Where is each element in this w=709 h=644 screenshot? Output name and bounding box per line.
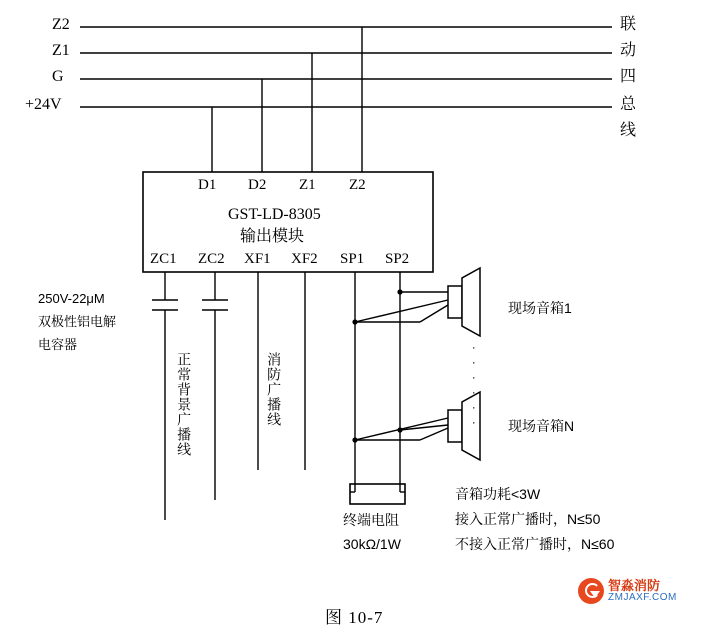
dot-sp1-branchN [352,437,357,442]
figure-caption: 图 10-7 [325,608,384,627]
terminal-z1: Z1 [299,177,316,193]
bus-label-24v: +24V [25,96,62,113]
terminal-resistor-label: 终端电阻 [343,512,399,528]
speaker-label-last: 现场音箱N [508,418,575,434]
speaker-ellipsis: ······ [466,340,481,430]
speakerN-body [448,410,462,442]
note-with-normal-broadcast: 接入正常广播时，N≤50 [455,511,601,527]
right-bus-label-5: 线 [620,122,637,139]
watermark-text [608,579,677,603]
capacitor-type: 双极性铝电解 [38,314,117,329]
watermark-brand: 智淼消防 [608,577,661,593]
terminal-zc1: ZC1 [150,251,177,267]
capacitor-spec: 250V-22μM [38,291,105,306]
speaker1-tap2 [420,305,448,322]
speaker1-cone [462,268,480,336]
label-normal-background-broadcast-line: 正常背景广播线 [176,352,193,457]
label-fire-broadcast-line: 消防广播线 [266,352,283,427]
module-model-name: GST-LD-8305 [228,206,321,223]
bus-label-g: G [52,68,64,85]
terminal-resistor-box [350,484,405,504]
note-without-normal-broadcast: 不接入正常广播时，N≤60 [455,536,615,552]
terminal-zc2: ZC2 [198,251,225,267]
dot-sp1-branch1 [352,319,357,324]
right-bus-label-1: 联 [620,16,637,33]
speaker-1-icon [448,268,480,336]
right-bus-label-2: 动 [620,42,637,59]
terminal-xf2: XF2 [291,251,318,267]
speaker1-wire-a [355,300,448,322]
module-type-name: 输出模块 [240,228,305,245]
terminal-sp1: SP1 [340,251,365,267]
terminal-z2: Z2 [349,177,366,193]
terminal-resistor-value: 30kΩ/1W [343,536,401,552]
bus-label-z2: Z2 [52,16,70,33]
terminal-d2: D2 [248,177,267,193]
terminal-xf1: XF1 [244,251,271,267]
watermark-logo-icon [578,578,604,604]
watermark [578,578,677,604]
speaker-label-first: 现场音箱1 [508,300,572,316]
dot-sp2-branchN [397,427,402,432]
right-bus-label-3: 四 [620,68,637,85]
capacitor-name: 电容器 [38,337,78,352]
speaker1-body [448,286,462,318]
terminal-d1: D1 [198,177,217,193]
speakerN-tap2 [420,428,448,440]
terminal-sp2: SP2 [385,251,410,267]
dot-sp2-branch1 [397,289,402,294]
bus-label-z1: Z1 [52,42,70,59]
note-power: 音箱功耗<3W [455,486,541,502]
right-bus-label-4: 总 [620,96,637,113]
watermark-domain: ZMJAXF.COM [608,591,677,603]
